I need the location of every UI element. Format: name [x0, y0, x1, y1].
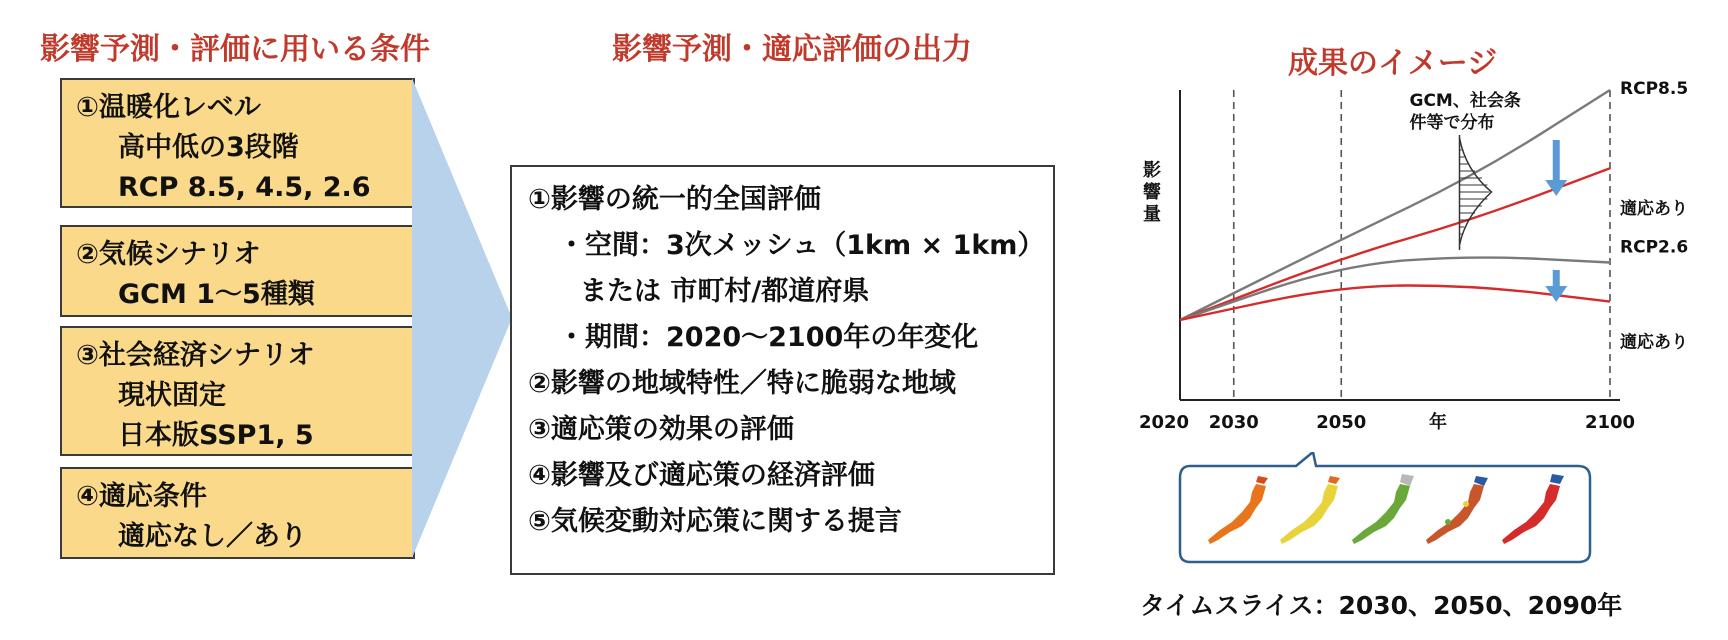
condition-line: 適応なし／あり	[118, 521, 307, 552]
y-axis-label-char: 影	[1143, 160, 1161, 181]
y-axis-label-char: 響	[1143, 182, 1161, 203]
condition-title: ①温暖化レベル	[76, 92, 261, 123]
output-item: または 市町村/都道府県	[580, 276, 870, 307]
series-line-3	[1180, 286, 1610, 321]
condition-line: GCM 1～5種類	[118, 279, 315, 310]
condition-box-climate-scenario	[60, 225, 415, 317]
condition-box-adaptation	[60, 467, 415, 559]
x-axis-label: 年	[1429, 412, 1447, 433]
condition-line: 日本版SSP1, 5	[118, 420, 314, 451]
condition-box-warming-level	[60, 78, 415, 208]
series-label-3: 適応あり	[1620, 332, 1688, 353]
y-axis-label-char: 量	[1143, 204, 1161, 225]
adaptation-arrow-high-head	[1545, 180, 1567, 196]
output-item: ④影響及び適応策の経済評価	[528, 460, 875, 491]
condition-title: ②気候シナリオ	[76, 239, 261, 270]
output-item: ・期間：2020～2100年の年変化	[558, 322, 979, 353]
condition-line: 現状固定	[118, 380, 226, 411]
series-label-0: RCP8.5	[1620, 80, 1689, 99]
distribution-annotation: GCM、社会条	[1409, 91, 1521, 111]
conditions-heading: 影響予測・評価に用いる条件	[40, 32, 430, 67]
flow-arrow-icon	[412, 78, 512, 558]
condition-line: 高中低の3段階	[118, 132, 299, 163]
distribution-annotation: 件等で分布	[1409, 113, 1495, 133]
output-heading: 影響予測・適応評価の出力	[612, 32, 972, 67]
output-box	[510, 165, 1055, 575]
condition-box-socioeconomic-scenario	[60, 326, 415, 456]
result-image-heading: 成果のイメージ	[1288, 46, 1498, 81]
timeslice-caption: タイムスライス：2030、2050、2090年	[1140, 591, 1623, 620]
condition-line: RCP 8.5, 4.5, 2.6	[118, 172, 371, 203]
output-item: ①影響の統一的全国評価	[528, 184, 821, 215]
output-item: ③適応策の効果の評価	[528, 414, 794, 445]
x-tick-label: 2050	[1316, 412, 1367, 433]
output-item: ・空間：3次メッシュ（1km × 1km）	[558, 230, 1045, 261]
condition-title: ④適応条件	[76, 481, 207, 512]
condition-title: ③社会経済シナリオ	[76, 340, 315, 371]
map-callout	[1178, 452, 1598, 567]
x-tick-label: 2030	[1208, 412, 1259, 433]
series-label-1: 適応あり	[1620, 199, 1688, 220]
output-item: ⑤気候変動対応策に関する提言	[528, 506, 902, 537]
output-item: ②影響の地域特性／特に脆弱な地域	[528, 368, 956, 399]
series-label-2: RCP2.6	[1620, 237, 1689, 258]
x-tick-label: 2100	[1584, 412, 1636, 433]
x-tick-label: 2020	[1138, 412, 1190, 433]
